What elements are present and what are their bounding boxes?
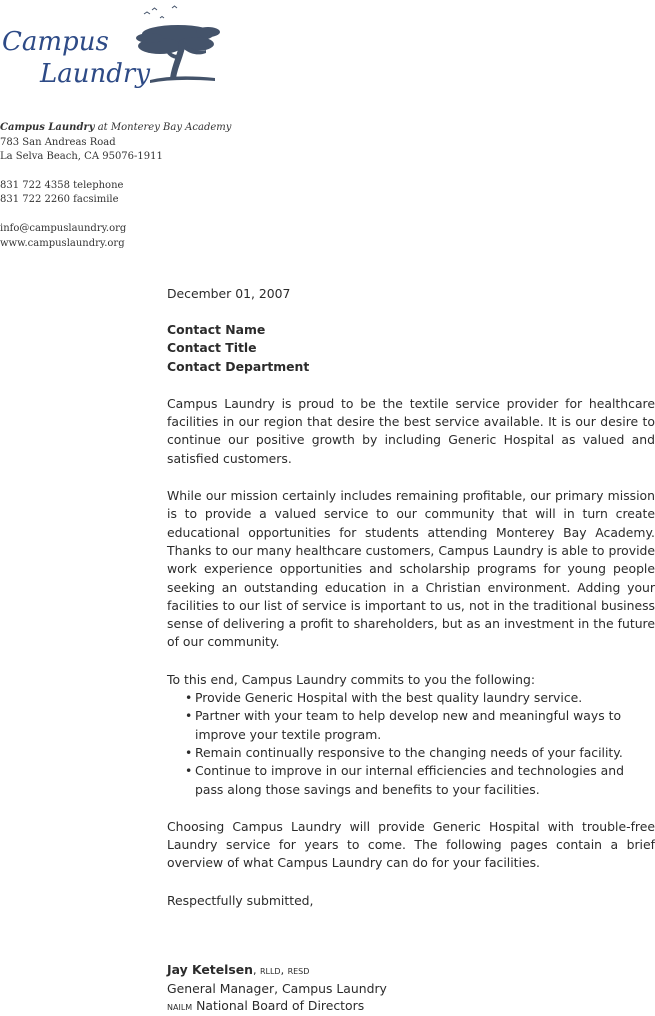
recipient-title: Contact Title	[167, 340, 257, 356]
logo-text-laundry: Laundry	[40, 59, 151, 89]
organization-line	[0, 121, 240, 136]
recipient-name: Contact Name	[167, 322, 266, 337]
commitments-intro: To this end, Campus Laundry commits to you the following:	[167, 671, 536, 687]
contact-sidebar	[0, 121, 240, 251]
email-link[interactable]: info@campuslaundry.org	[0, 222, 127, 234]
signer-board-line	[167, 997, 655, 1016]
list-item: • Provide Generic Hospital with the best quality laundry service.	[185, 689, 655, 707]
logo	[0, 2, 230, 94]
paragraph-1: Campus Laundry is proud to be the textile service provider for healthcare facilities in our region that desire the best service available. It is our desire to continue our positive growth by including Generic Hospital as valued and satisfied customers.	[167, 395, 655, 466]
recipient-block	[167, 321, 655, 376]
list-item: • Partner with your team to help develop new and meaningful ways to improve your textile program.	[185, 707, 655, 744]
list-item: • Remain continually responsive to the changing needs of your facility.	[185, 744, 655, 762]
board-name: National Board of Directors	[192, 998, 365, 1013]
facsimile: 831 722 2260 facsimile	[0, 194, 119, 206]
board-acronym: nailm	[167, 1000, 193, 1013]
commitments-list	[167, 689, 655, 799]
signature-block	[167, 961, 655, 1016]
signer-title: General Manager, Campus Laundry	[167, 980, 387, 996]
recipient-department: Contact Department	[167, 358, 310, 374]
signer-line	[167, 961, 655, 980]
letter-date: December 01, 2007	[167, 286, 291, 301]
campus-laundry-logo-icon	[0, 2, 230, 94]
paragraph-3: Choosing Campus Laundry will provide Generic Hospital with trouble-free Laundry service for years to come. The following pages contain a brief overview of what Campus Laundry can do for your facilities.	[167, 818, 655, 871]
signer-name: Jay Ketelsen	[167, 962, 253, 977]
address-line-2: La Selva Beach, CA 95076-1911	[0, 151, 163, 163]
birds-icon	[144, 6, 177, 18]
closing: Respectfully submitted,	[167, 892, 314, 908]
letter-body	[167, 285, 655, 910]
website-link[interactable]: www.campuslaundry.org	[0, 237, 125, 249]
list-item: • Continue to improve in our internal efficiencies and technologies and pass along those savings and benefits to your facilities.	[185, 762, 655, 799]
organization-location: at Monterey Bay Academy	[94, 122, 232, 133]
address-line-1: 783 San Andreas Road	[0, 136, 116, 148]
paragraph-2: While our mission certainly includes remaining profitable, our primary mission is to provide a valued service to our community that will in turn create educational opportunities for students attending Monterey Bay Academy. Thanks to our many healthcare customers, Campus Laundry is able to provide work experience opportunities and scholarship programs for young people seeking an outstanding education in a Christian environment. Adding your facilities to our list of service is important to us, not in the traditional business sense of delivering a profit to shareholders, but as an investment in the future of our community.	[167, 488, 655, 650]
organization-name: Campus Laundry	[0, 122, 95, 133]
logo-text-campus: Campus	[2, 27, 109, 57]
signer-credentials: , rlld, resd	[252, 964, 310, 977]
telephone: 831 722 4358 telephone	[0, 179, 124, 191]
